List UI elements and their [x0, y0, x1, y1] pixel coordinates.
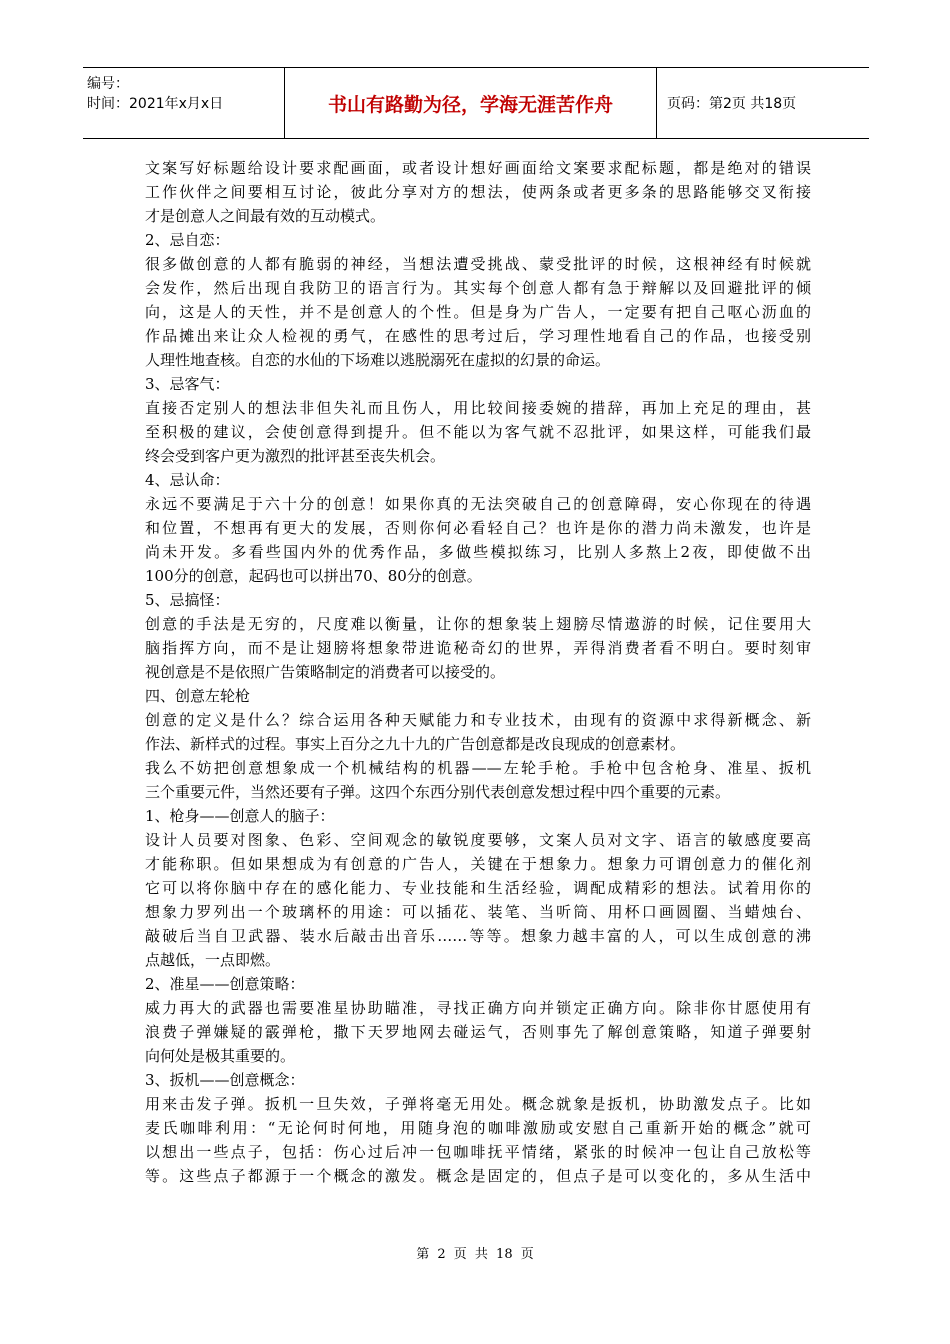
text-line: 工作伙伴之间要相互讨论，彼此分享对方的想法，使两条或者更多条的思路能够交叉衔接	[145, 183, 811, 201]
page-footer: 第 2 页 共 18 页	[416, 1247, 534, 1262]
document-body	[145, 156, 811, 1188]
text-line: 设计人员要对图象、色彩、空间观念的敏锐度要够，文案人员对文字、语言的敏感度要高	[145, 831, 811, 849]
text-line: 2、忌自恋：	[145, 231, 230, 249]
text-line: 会发作，然后出现自我防卫的语言行为。其实每个创意人都有急于辩解以及回避批评的倾	[145, 279, 811, 297]
text-line: 才是创意人之间最有效的互动模式。	[145, 207, 386, 225]
text-line: 点越低，一点即燃。	[145, 951, 281, 969]
text-line: 创意的手法是无穷的，尺度难以衡量，让你的想象装上翅膀尽情遨游的时候，记住要用大	[145, 615, 811, 633]
page-header	[83, 67, 869, 139]
text-line: 四、创意左轮枪	[145, 687, 251, 705]
text-line: 视创意是不是依照广告策略制定的消费者可以接受的。	[145, 663, 506, 681]
text-line: 作品摊出来让众人检视的勇气，在感性的思考过后，学习理性地看自己的作品，也接受别	[145, 327, 811, 345]
text-line: 3、忌客气：	[145, 375, 230, 393]
text-line: 它可以将你脑中存在的感化能力、专业技能和生活经验，调配成精彩的想法。试着用你的	[145, 879, 811, 897]
text-line: 想象力罗列出一个玻璃杯的用途：可以插花、装笔、当听筒、用杯口画圆圈、当蜡烛台、	[145, 903, 811, 921]
text-line: 敲破后当自卫武器、装水后敲击出音乐……等等。想象力越丰富的人，可以生成创意的沸	[145, 927, 811, 945]
text-line: 我么不妨把创意想象成一个机械结构的机器——左轮手枪。手枪中包含枪身、准星、扳机	[145, 759, 811, 777]
text-line: 用来击发子弹。扳机一旦失效，子弹将毫无用处。概念就象是扳机，协助激发点子。比如	[145, 1095, 811, 1113]
header-page-label: 页码：第2页 共18页	[667, 96, 797, 112]
text-line: 很多做创意的人都有脆弱的神经，当想法遭受挑战、蒙受批评的时候，这根神经有时候就	[145, 255, 811, 273]
text-line: 创意的定义是什么？综合运用各种天赋能力和专业技术，由现有的资源中求得新概念、新	[145, 711, 811, 729]
text-line: 2、准星——创意策略：	[145, 975, 305, 993]
date-label: 时间：2021年x月x日	[87, 96, 224, 112]
text-line: 才能称职。但如果想成为有创意的广告人，关键在于想象力。想象力可谓创意力的催化剂	[145, 855, 811, 873]
text-line: 4、忌认命：	[145, 471, 230, 489]
number-label: 编号：	[87, 76, 129, 92]
text-line: 向何处是极其重要的。	[145, 1047, 296, 1065]
text-line: 向，这是人的天性，并不是创意人的个性。但是身为广告人，一定要有把自己呕心沥血的	[145, 303, 811, 321]
text-line: 5、忌搞怪：	[145, 591, 230, 609]
text-line: 浪费子弹嫌疑的霰弹枪，撒下天罗地网去碰运气，否则事先了解创意策略，知道子弹要射	[145, 1023, 811, 1041]
text-line: 尚未开发。多看些国内外的优秀作品，多做些模拟练习，比别人多熬上2夜，即使做不出	[145, 543, 811, 561]
text-line: 100分的创意，起码也可以拼出70、80分的创意。	[145, 567, 482, 585]
header-meta	[83, 68, 285, 138]
text-line: 永远不要满足于六十分的创意！如果你真的无法突破自己的创意障碍，安心你现在的待遇	[145, 495, 811, 513]
text-line: 作法、新样式的过程。事实上百分之九十九的广告创意都是改良现成的创意素材。	[145, 735, 686, 753]
text-line: 麦氏咖啡利用：“无论何时何地，用随身泡的咖啡激励或安慰自己重新开始的概念”就可	[145, 1119, 811, 1137]
text-line: 人理性地查核。自恋的水仙的下场难以逃脱溺死在虚拟的幻景的命运。	[145, 351, 611, 369]
header-motto: 书山有路勤为径，学海无涯苦作舟	[285, 68, 657, 138]
text-line: 脑指挥方向，而不是让翅膀将想象带进诡秘奇幻的世界，弄得消费者看不明白。要时刻审	[145, 639, 811, 657]
text-line: 威力再大的武器也需要准星协助瞄准，寻找正确方向并锁定正确方向。除非你甘愿使用有	[145, 999, 811, 1017]
text-line: 终会受到客户更为激烈的批评甚至丧失机会。	[145, 447, 446, 465]
text-line: 等。这些点子都源于一个概念的激发。概念是固定的，但点子是可以变化的，多从生活中	[145, 1167, 811, 1185]
text-line: 三个重要元件，当然还要有子弹。这四个东西分别代表创意发想过程中四个重要的元素。	[145, 783, 731, 801]
text-line: 和位置，不想再有更大的发展，否则你何必看轻自己？也许是你的潜力尚未激发，也许是	[145, 519, 811, 537]
text-line: 至积极的建议，会使创意得到提升。但不能以为客气就不忍批评，如果这样，可能我们最	[145, 423, 811, 441]
text-line: 以想出一些点子，包括：伤心过后冲一包咖啡抚平情绪，紧张的时候冲一包让自己放松等	[145, 1143, 811, 1161]
text-line: 1、枪身——创意人的脑子：	[145, 807, 335, 825]
text-line: 直接否定别人的想法非但失礼而且伤人，用比较间接委婉的措辞，再加上充足的理由，甚	[145, 399, 811, 417]
text-line: 文案写好标题给设计要求配画面，或者设计想好画面给文案要求配标题，都是绝对的错误	[145, 159, 811, 177]
text-line: 3、扳机——创意概念：	[145, 1071, 305, 1089]
